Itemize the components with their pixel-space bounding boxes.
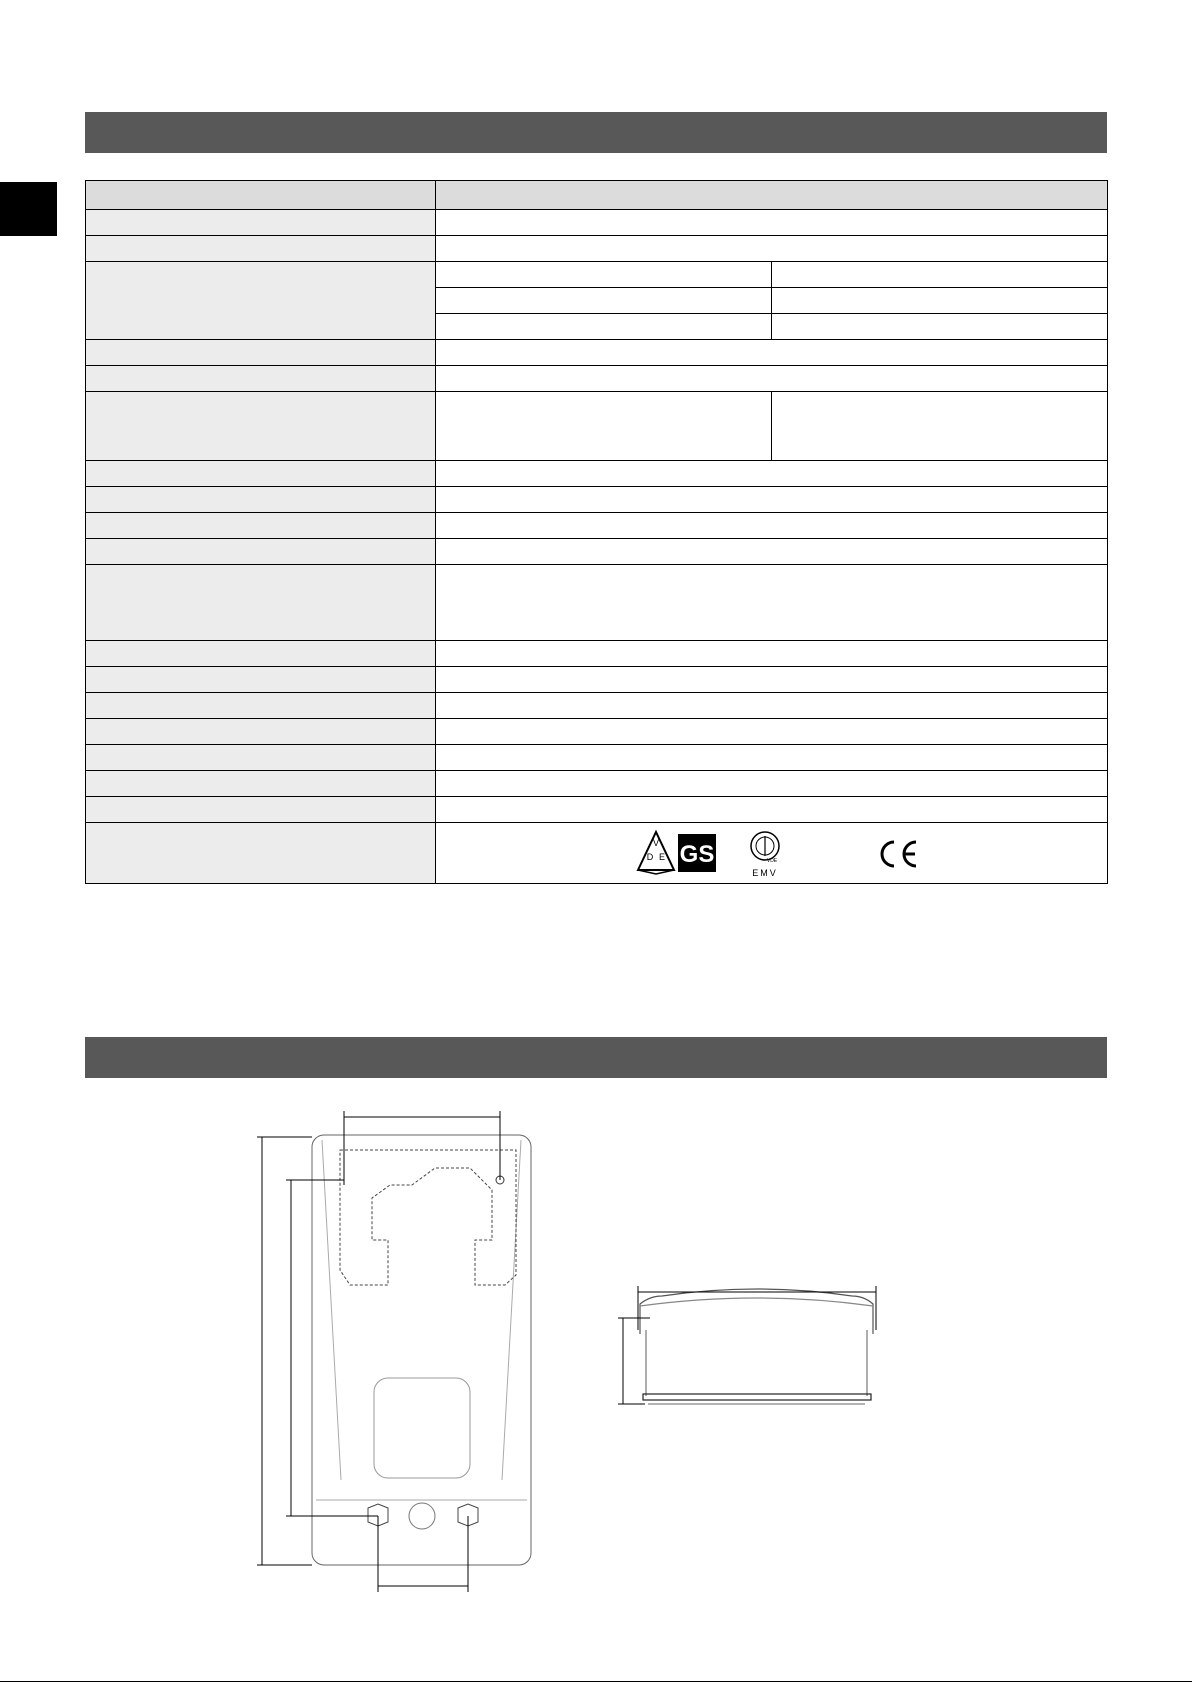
page-bottom-rule [0, 1681, 1192, 1682]
front-view-dimension-lines [257, 1111, 500, 1592]
svg-text:VDE: VDE [766, 858, 778, 864]
mounting-bracket-outline [340, 1150, 516, 1285]
svg-text:V: V [652, 838, 660, 848]
wall-plate [643, 1394, 871, 1400]
svg-text:EMV: EMV [752, 868, 778, 878]
side-view-drawing [640, 1289, 873, 1404]
unit-outline-side [640, 1289, 873, 1334]
svg-text:GS: GS [679, 841, 715, 868]
front-view-drawing [312, 1135, 531, 1565]
display-window [374, 1378, 470, 1478]
svg-text:E: E [658, 852, 666, 862]
svg-text:D: D [646, 852, 654, 862]
